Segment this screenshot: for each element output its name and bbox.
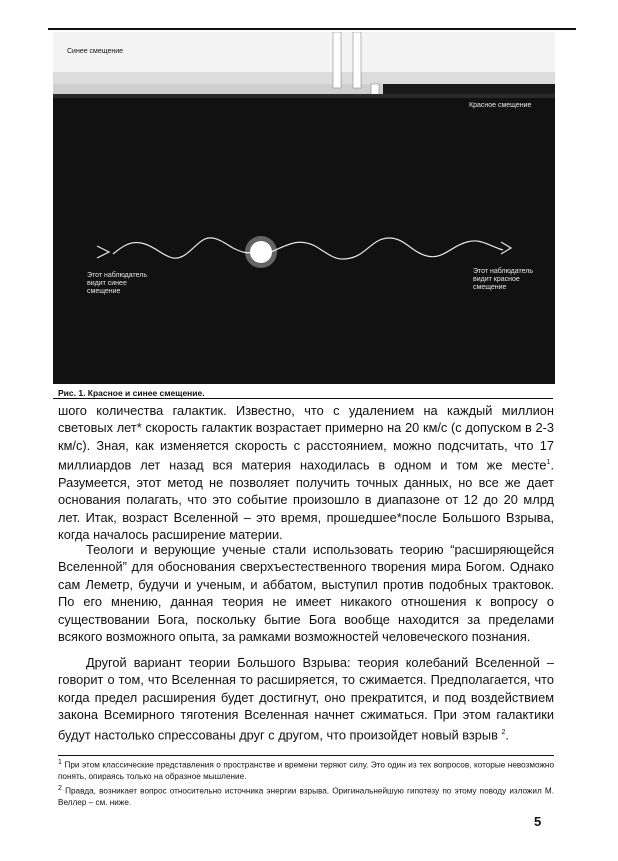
paragraph-2: Теологи и верующие ученые стали использовать теорию “расширяющейся Вселенной” для обоснования сверхъестественного творения мира Богом. Однако сам Леметр, будучи и ученым, и аббатом, выступил против подобных трактовок. По его мнению, данная теория не имеет никакого отношения к вопросу о существовании Бога, поскольку бытие Бога вообще находится за пределами всякого возможного опыта, за рамками возможностей человеческого познания. xyxy=(58,542,554,645)
paragraph-3-text: Другой вариант теории Большого Взрыва: теория колебаний Вселенной – говорит о том, что Вселенная то расширяется, то сжимается. Предполагается, что когда предел расширения будет достигнут, оно прекратится, и под воздействием закона Всемирного тяготения Вселенная начнет сжиматься. При этом галактики будут настолько спрессованы друг с другом, что произойдет новый взрыв xyxy=(58,655,554,742)
paragraph-3 xyxy=(58,654,554,743)
paragraph-3-rest: . xyxy=(505,726,509,742)
caption-rule xyxy=(53,398,553,399)
figure-caption: Рис. 1. Красное и синее смещение. xyxy=(58,388,205,398)
footnote-ref-1: 1 xyxy=(546,459,551,467)
figure-redshift xyxy=(53,32,555,384)
footnotes xyxy=(58,757,554,808)
label-left-observer: Этот наблюдатель видит синее смещение xyxy=(87,272,148,295)
top-rule xyxy=(48,28,576,30)
footnote-2-text: Правда, возникает вопрос относительно источника энергии взрыва. Оригинальнейшую гипотезу по этому поводу изложил М. Веллер – см. ниже. xyxy=(58,786,554,807)
footnote-1 xyxy=(58,757,554,783)
figure-graphic xyxy=(53,32,555,384)
footnote-ref-2: 2 xyxy=(501,728,506,736)
paragraph-1-text: шого количества галактик. Известно, что с удалением на каждый миллион световых лет* скорость галактик возрастает примерно на 20 км/с (с допуском в 2-3 км/с). Зная, как изменяется скорость с расстоянием, можно подсчитать, что 17 миллиардов лет назад вся материя находилась в одном и том же месте xyxy=(58,403,554,473)
paragraph-1-rest: . Разумеется, этот метод не позволяет получить точных данных, но все же дает основания полагать, что это событие произошло в диапазоне от 12 до 20 млрд лет. Итак, возраст Вселенной – это время, прошедшее*после Большого Взрыва, когда началось расширение материи. xyxy=(58,457,554,543)
footnote-mark-2: 2 xyxy=(58,784,62,792)
footnote-2 xyxy=(58,783,554,809)
footnote-rule xyxy=(58,755,554,756)
label-right-observer: Этот наблюдатель видит красное смещение xyxy=(473,268,534,291)
footnote-mark-1: 1 xyxy=(58,759,62,766)
label-blue-shift: Синее смещение xyxy=(67,48,124,55)
label-red-shift: Красное смещение xyxy=(469,102,532,109)
footnote-1-text: При этом классические представления о пространстве и времени теряют силу. Это один из тех вопросов, которые невозможно понять, опираясь только на образное мышление. xyxy=(58,760,554,782)
page-number: 5 xyxy=(534,814,542,829)
paragraph-1 xyxy=(58,402,554,544)
